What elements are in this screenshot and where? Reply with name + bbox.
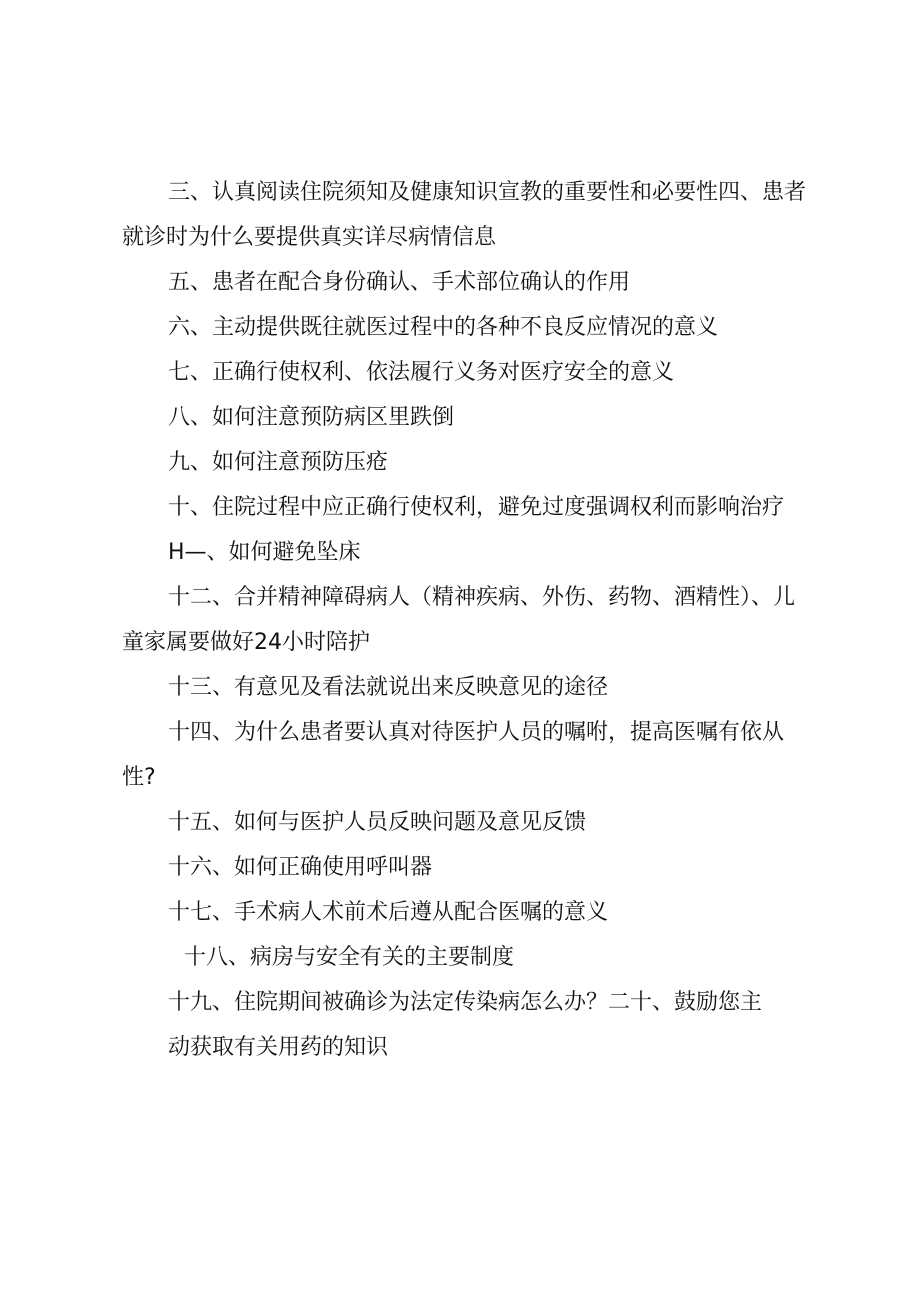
item-12: 十二、合并精神障碍病人（精神疾病、外伤、药物、酒精性）、儿童家属要做好24小时陪护 xyxy=(122,585,796,655)
item-16: 十六、如何正确使用呼叫器 xyxy=(168,855,433,880)
item-18: 十八、病房与安全有关的主要制度 xyxy=(184,945,515,970)
item-9: 九、如何注意预防压疮 xyxy=(168,450,389,475)
item-14: 十四、为什么患者要认真对待医护人员的嘱咐，提高医嘱有依从性? xyxy=(122,720,785,790)
item-11: H—、如何避免坠床 xyxy=(168,540,361,565)
item-7: 七、正确行使权利、依法履行义务对医疗安全的意义 xyxy=(168,360,675,385)
item-13: 十三、有意见及看法就说出来反映意见的途径 xyxy=(168,675,609,700)
item-8: 八、如何注意预防病区里跌倒 xyxy=(168,405,455,430)
item-3-4: 三、认真阅读住院须知及健康知识宣教的重要性和必要性四、患者就诊时为什么要提供真实详尽病情信息 xyxy=(122,180,807,250)
item-5: 五、患者在配合身份确认、手术部位确认的作用 xyxy=(168,270,631,295)
document-body xyxy=(122,170,812,1070)
item-15: 十五、如何与医护人员反映问题及意见反馈 xyxy=(168,810,587,835)
item-6: 六、主动提供既往就医过程中的各种不良反应情况的意义 xyxy=(168,315,719,340)
item-19-20: 十九、住院期间被确诊为法定传染病怎么办？二十、鼓励您主 xyxy=(168,990,763,1015)
item-20-continuation: 动获取有关用药的知识 xyxy=(168,1035,389,1060)
item-17: 十七、手术病人术前术后遵从配合医嘱的意义 xyxy=(168,900,609,925)
item-10: 十、住院过程中应正确行使权利，避免过度强调权利而影响治疗 xyxy=(168,495,785,520)
